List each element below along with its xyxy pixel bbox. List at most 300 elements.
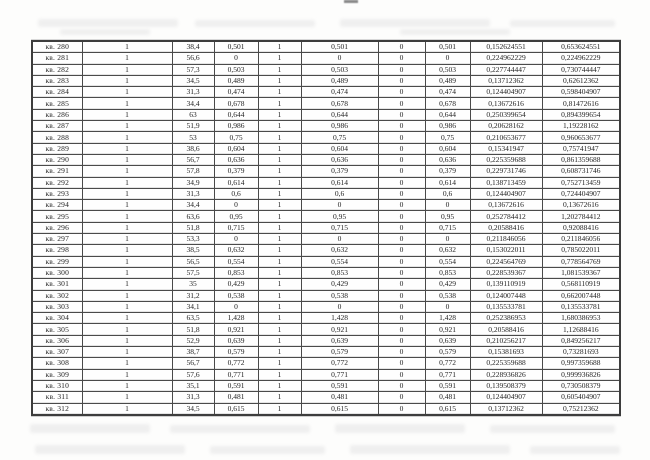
- table-cell: 1: [82, 279, 172, 290]
- table-cell: 0,644: [425, 109, 470, 120]
- table-cell: 1: [82, 53, 172, 64]
- table-cell: 0: [378, 403, 425, 415]
- table-cell: 0,538: [214, 290, 258, 301]
- table-cell: 1: [82, 41, 172, 53]
- table-cell: 0: [378, 188, 425, 199]
- table-cell: 0,250399654: [470, 109, 542, 120]
- row-label-cell: кв. 300: [32, 267, 82, 278]
- table-cell: 0,772: [425, 358, 470, 369]
- table-cell: 57,5: [172, 267, 214, 278]
- table-cell: 1: [82, 154, 172, 165]
- table-row: [32, 313, 620, 324]
- table-cell: 0,715: [425, 222, 470, 233]
- table-cell: 0,568110919: [542, 279, 620, 290]
- scan-edge-mark: [344, 0, 358, 3]
- table-cell: 0: [378, 177, 425, 188]
- table-row: [32, 109, 620, 120]
- table-cell: 1: [258, 245, 301, 256]
- table-cell: 0,614: [301, 177, 378, 188]
- table-row: [32, 358, 620, 369]
- table-cell: 31,3: [172, 392, 214, 403]
- row-label-cell: кв. 293: [32, 188, 82, 199]
- table-cell: 38,4: [172, 41, 214, 53]
- table-cell: 1,428: [301, 313, 378, 324]
- table-cell: 0,591: [425, 380, 470, 391]
- table-cell: 0,921: [214, 324, 258, 335]
- scan-bleed-artifact: [170, 425, 310, 433]
- scan-bleed-artifact: [210, 446, 325, 454]
- table-cell: 0: [378, 53, 425, 64]
- table-cell: 1: [82, 301, 172, 312]
- table-cell: 0,501: [214, 41, 258, 53]
- table-cell: 0,481: [214, 392, 258, 403]
- table-cell: 52,9: [172, 335, 214, 346]
- table-cell: 1: [258, 267, 301, 278]
- table-cell: 38,5: [172, 245, 214, 256]
- table-cell: 0,591: [214, 380, 258, 391]
- table-cell: 0,639: [214, 335, 258, 346]
- table-cell: 0,632: [301, 245, 378, 256]
- table-cell: 0,644: [214, 109, 258, 120]
- table-cell: 0,6: [301, 188, 378, 199]
- table-cell: 34,4: [172, 98, 214, 109]
- table-row: [32, 279, 620, 290]
- table-cell: 0,20628162: [470, 121, 542, 132]
- scan-bleed-artifact: [340, 19, 490, 27]
- table-cell: 0,639: [301, 335, 378, 346]
- table-cell: 0,13712362: [470, 403, 542, 415]
- table-cell: 0,95: [301, 211, 378, 222]
- table-cell: 1: [258, 53, 301, 64]
- table-cell: 1: [258, 121, 301, 132]
- table-cell: 1: [82, 64, 172, 75]
- table-cell: 51,8: [172, 222, 214, 233]
- table-cell: 0,474: [425, 87, 470, 98]
- table-row: [32, 53, 620, 64]
- table-row: [32, 211, 620, 222]
- table-cell: 0,227744447: [470, 64, 542, 75]
- table-cell: 0,644: [301, 109, 378, 120]
- table-cell: 0,228936826: [470, 369, 542, 380]
- table-cell: 0: [214, 301, 258, 312]
- table-row: [32, 121, 620, 132]
- table-cell: 0,986: [214, 121, 258, 132]
- table-cell: 1: [258, 177, 301, 188]
- table-row: [32, 87, 620, 98]
- table-cell: 0,224962229: [542, 53, 620, 64]
- table-cell: 56,7: [172, 154, 214, 165]
- table-cell: 0,538: [425, 290, 470, 301]
- table-cell: 0,604: [214, 143, 258, 154]
- table-cell: 53,3: [172, 234, 214, 245]
- table-cell: 31,3: [172, 87, 214, 98]
- data-table: [31, 40, 621, 416]
- table-cell: 0: [378, 121, 425, 132]
- table-cell: 0: [378, 234, 425, 245]
- scan-bleed-artifact: [530, 446, 620, 454]
- table-cell: 0,429: [425, 279, 470, 290]
- table-cell: 1: [82, 290, 172, 301]
- table-row: [32, 200, 620, 211]
- table-cell: 1: [82, 380, 172, 391]
- table-cell: 0,92088416: [542, 222, 620, 233]
- table-cell: 0: [378, 41, 425, 53]
- table-cell: 1: [82, 132, 172, 143]
- table-cell: 34,5: [172, 75, 214, 86]
- row-label-cell: кв. 305: [32, 324, 82, 335]
- row-label-cell: кв. 302: [32, 290, 82, 301]
- table-cell: 1: [258, 109, 301, 120]
- table-row: [32, 222, 620, 233]
- table-cell: 0,81472616: [542, 98, 620, 109]
- row-label-cell: кв. 283: [32, 75, 82, 86]
- table-cell: 0,13672616: [470, 98, 542, 109]
- table-cell: 0,614: [214, 177, 258, 188]
- table-row: [32, 41, 620, 53]
- table-cell: 1: [82, 347, 172, 358]
- table-cell: 35: [172, 279, 214, 290]
- table-row: [32, 267, 620, 278]
- table-cell: 0,921: [425, 324, 470, 335]
- table-cell: 1,428: [214, 313, 258, 324]
- table-cell: 51,9: [172, 121, 214, 132]
- table-cell: 1: [82, 166, 172, 177]
- table-cell: 0,135533781: [542, 301, 620, 312]
- row-label-cell: кв. 309: [32, 369, 82, 380]
- table-row: [32, 324, 620, 335]
- table-body: [32, 41, 620, 415]
- table-cell: 1,12688416: [542, 324, 620, 335]
- table-cell: 0,20588416: [470, 324, 542, 335]
- table-cell: 0,662007448: [542, 290, 620, 301]
- table-cell: 0: [378, 245, 425, 256]
- scan-bleed-artifact: [60, 29, 150, 35]
- table-cell: 1: [258, 403, 301, 415]
- table-cell: 0,636: [214, 154, 258, 165]
- table-row: [32, 369, 620, 380]
- table-cell: 0,986: [301, 121, 378, 132]
- table-cell: 0,604: [301, 143, 378, 154]
- table-cell: 0,75741947: [542, 143, 620, 154]
- table-cell: 0: [301, 200, 378, 211]
- table-cell: 1,081539367: [542, 267, 620, 278]
- table-cell: 0: [378, 267, 425, 278]
- table-cell: 0,429: [301, 279, 378, 290]
- table-cell: 1: [258, 347, 301, 358]
- table-cell: 0,124404907: [470, 87, 542, 98]
- table-cell: 0: [301, 234, 378, 245]
- table-cell: 0,252386953: [470, 313, 542, 324]
- table-cell: 0,474: [301, 87, 378, 98]
- table-cell: 1: [258, 132, 301, 143]
- table-cell: 0: [378, 98, 425, 109]
- table-cell: 0,849256217: [542, 335, 620, 346]
- table-cell: 0,639: [425, 335, 470, 346]
- table-cell: 0,604: [425, 143, 470, 154]
- table-cell: 0,481: [301, 392, 378, 403]
- table-cell: 63: [172, 109, 214, 120]
- scan-bleed-artifact: [490, 425, 615, 433]
- table-row: [32, 234, 620, 245]
- table-cell: 1: [82, 369, 172, 380]
- table-cell: 1: [82, 109, 172, 120]
- table-cell: 0,503: [425, 64, 470, 75]
- table-cell: 53: [172, 132, 214, 143]
- table-cell: 31,2: [172, 290, 214, 301]
- table-cell: 1: [258, 313, 301, 324]
- table-row: [32, 166, 620, 177]
- table-cell: 0,724404907: [542, 188, 620, 199]
- table-row: [32, 177, 620, 188]
- table-cell: 1: [82, 121, 172, 132]
- scan-bleed-artifact: [335, 424, 465, 433]
- table-cell: 1: [258, 335, 301, 346]
- table-cell: 0,579: [425, 347, 470, 358]
- scan-bleed-artifact: [350, 445, 510, 454]
- table-cell: 0,135533781: [470, 301, 542, 312]
- table-cell: 0,489: [214, 75, 258, 86]
- table-cell: 0,632: [214, 245, 258, 256]
- table-cell: 0,225359688: [470, 358, 542, 369]
- table-cell: 0,224962229: [470, 53, 542, 64]
- table-cell: 1: [258, 380, 301, 391]
- table-cell: 0: [425, 301, 470, 312]
- table-cell: 0: [378, 335, 425, 346]
- table-cell: 0,579: [214, 347, 258, 358]
- table-cell: 0,715: [214, 222, 258, 233]
- table-cell: 1: [258, 64, 301, 75]
- table-row: [32, 392, 620, 403]
- table-cell: 1: [258, 234, 301, 245]
- table-cell: 0,13712362: [470, 75, 542, 86]
- table-cell: 0,75: [425, 132, 470, 143]
- table-cell: 0: [378, 166, 425, 177]
- table-cell: 0,853: [425, 267, 470, 278]
- table-cell: 0,229731746: [470, 166, 542, 177]
- table-cell: 1: [82, 403, 172, 415]
- table-cell: 0,730744447: [542, 64, 620, 75]
- table-cell: 1: [82, 392, 172, 403]
- table-cell: 0,785022011: [542, 245, 620, 256]
- table-row: [32, 335, 620, 346]
- scan-bleed-artifact: [35, 445, 185, 454]
- table-cell: 0,771: [425, 369, 470, 380]
- table-cell: 0: [378, 211, 425, 222]
- table-cell: 0,15341947: [470, 143, 542, 154]
- scan-bleed-artifact: [400, 29, 510, 35]
- scan-bleed-artifact: [30, 424, 150, 433]
- table-cell: 0: [378, 290, 425, 301]
- table-cell: 0,95: [214, 211, 258, 222]
- table-cell: 34,4: [172, 200, 214, 211]
- table-cell: 0,999936826: [542, 369, 620, 380]
- table-cell: 0: [378, 132, 425, 143]
- table-cell: 0,554: [425, 256, 470, 267]
- table-cell: 1: [258, 200, 301, 211]
- table-cell: 1: [82, 188, 172, 199]
- table-cell: 1: [82, 222, 172, 233]
- table-cell: 0: [378, 256, 425, 267]
- table-cell: 0: [378, 324, 425, 335]
- table-row: [32, 301, 620, 312]
- row-label-cell: кв. 290: [32, 154, 82, 165]
- table-cell: 0,678: [425, 98, 470, 109]
- table-cell: 0: [378, 313, 425, 324]
- table-cell: 1: [82, 335, 172, 346]
- table-cell: 0,489: [301, 75, 378, 86]
- row-label-cell: кв. 311: [32, 392, 82, 403]
- table-cell: 0: [378, 154, 425, 165]
- table-row: [32, 347, 620, 358]
- table-cell: 0,771: [301, 369, 378, 380]
- table-cell: 0,615: [214, 403, 258, 415]
- table-cell: 0,225359688: [470, 154, 542, 165]
- table-cell: 34,9: [172, 177, 214, 188]
- table-cell: 56,6: [172, 53, 214, 64]
- table-cell: 0: [378, 109, 425, 120]
- table-cell: 0,6: [425, 188, 470, 199]
- table-cell: 0,15381693: [470, 347, 542, 358]
- table-cell: 0,772: [214, 358, 258, 369]
- table-cell: 0,489: [425, 75, 470, 86]
- table-cell: 1: [258, 279, 301, 290]
- table-cell: 0,73281693: [542, 347, 620, 358]
- table-cell: 0,778564769: [542, 256, 620, 267]
- table-cell: 1: [258, 188, 301, 199]
- row-label-cell: кв. 299: [32, 256, 82, 267]
- table-cell: 0,853: [301, 267, 378, 278]
- row-label-cell: кв. 294: [32, 200, 82, 211]
- table-cell: 0,139508379: [470, 380, 542, 391]
- table-cell: 1: [258, 154, 301, 165]
- table-cell: 0,20588416: [470, 222, 542, 233]
- table-cell: 0,598404907: [542, 87, 620, 98]
- table-cell: 0,591: [301, 380, 378, 391]
- table-row: [32, 143, 620, 154]
- table-cell: 0: [378, 75, 425, 86]
- table-cell: 0,894399654: [542, 109, 620, 120]
- table-cell: 57,8: [172, 166, 214, 177]
- table-cell: 63,5: [172, 313, 214, 324]
- table-row: [32, 290, 620, 301]
- table-cell: 1: [82, 177, 172, 188]
- table-cell: 0,853: [214, 267, 258, 278]
- table-cell: 0,615: [301, 403, 378, 415]
- table-cell: 0: [378, 279, 425, 290]
- table-cell: 1: [258, 369, 301, 380]
- row-label-cell: кв. 289: [32, 143, 82, 154]
- table-cell: 0,678: [301, 98, 378, 109]
- row-label-cell: кв. 296: [32, 222, 82, 233]
- row-label-cell: кв. 306: [32, 335, 82, 346]
- table-cell: 1: [82, 143, 172, 154]
- table-cell: 0: [378, 358, 425, 369]
- row-label-cell: кв. 288: [32, 132, 82, 143]
- table-row: [32, 132, 620, 143]
- table-cell: 0,772: [301, 358, 378, 369]
- table-cell: 0,771: [214, 369, 258, 380]
- table-cell: 0,153022011: [470, 245, 542, 256]
- table-cell: 0,615: [425, 403, 470, 415]
- table-cell: 0: [378, 380, 425, 391]
- table-cell: 0,579: [301, 347, 378, 358]
- row-label-cell: кв. 292: [32, 177, 82, 188]
- table-row: [32, 75, 620, 86]
- table-cell: 0: [378, 392, 425, 403]
- row-label-cell: кв. 312: [32, 403, 82, 415]
- scan-bleed-artifact: [510, 20, 615, 27]
- table-cell: 1,680386953: [542, 313, 620, 324]
- table-cell: 0,997359688: [542, 358, 620, 369]
- row-label-cell: кв. 280: [32, 41, 82, 53]
- row-label-cell: кв. 297: [32, 234, 82, 245]
- table-cell: 0,62612362: [542, 75, 620, 86]
- table-cell: 38,7: [172, 347, 214, 358]
- table-cell: 1: [82, 75, 172, 86]
- table-cell: 34,5: [172, 403, 214, 415]
- table-cell: 0,211846056: [470, 234, 542, 245]
- table-cell: 0,986: [425, 121, 470, 132]
- table-cell: 0,13672616: [542, 200, 620, 211]
- table-cell: 1: [82, 245, 172, 256]
- table-row: [32, 98, 620, 109]
- table-cell: 0,921: [301, 324, 378, 335]
- table-cell: 1: [82, 211, 172, 222]
- table-cell: 0,6: [214, 188, 258, 199]
- table-cell: 0: [378, 347, 425, 358]
- table-cell: 31,3: [172, 188, 214, 199]
- table-cell: 0,503: [301, 64, 378, 75]
- table-cell: 0,210256217: [470, 335, 542, 346]
- table-row: [32, 188, 620, 199]
- row-label-cell: кв. 308: [32, 358, 82, 369]
- row-label-cell: кв. 282: [32, 64, 82, 75]
- table-cell: 1: [82, 267, 172, 278]
- table-row: [32, 380, 620, 391]
- table-cell: 0,503: [214, 64, 258, 75]
- table-cell: 56,5: [172, 256, 214, 267]
- table-cell: 0,861359688: [542, 154, 620, 165]
- table-cell: 1: [82, 256, 172, 267]
- table-cell: 38,6: [172, 143, 214, 154]
- table-cell: 0,252784412: [470, 211, 542, 222]
- table-cell: 0,481: [425, 392, 470, 403]
- table-cell: 0,211846056: [542, 234, 620, 245]
- table-cell: 0,379: [214, 166, 258, 177]
- table-cell: 0,554: [214, 256, 258, 267]
- table-cell: 1: [258, 290, 301, 301]
- table-cell: 0: [425, 200, 470, 211]
- table-cell: 0,653624551: [542, 41, 620, 53]
- table-cell: 0,124404907: [470, 188, 542, 199]
- table-cell: 0: [425, 234, 470, 245]
- row-label-cell: кв. 307: [32, 347, 82, 358]
- table-cell: 1,428: [425, 313, 470, 324]
- table-cell: 0,636: [301, 154, 378, 165]
- table-cell: 1: [258, 41, 301, 53]
- table-cell: 0,632: [425, 245, 470, 256]
- table-cell: 0,379: [301, 166, 378, 177]
- table-cell: 0,608731746: [542, 166, 620, 177]
- table-cell: 1: [258, 87, 301, 98]
- table-cell: 1: [258, 166, 301, 177]
- table-cell: 1,19228162: [542, 121, 620, 132]
- table-cell: 0,224564769: [470, 256, 542, 267]
- table-cell: 0,379: [425, 166, 470, 177]
- table-cell: 1: [258, 143, 301, 154]
- table-cell: 1: [82, 358, 172, 369]
- table-cell: 0: [378, 301, 425, 312]
